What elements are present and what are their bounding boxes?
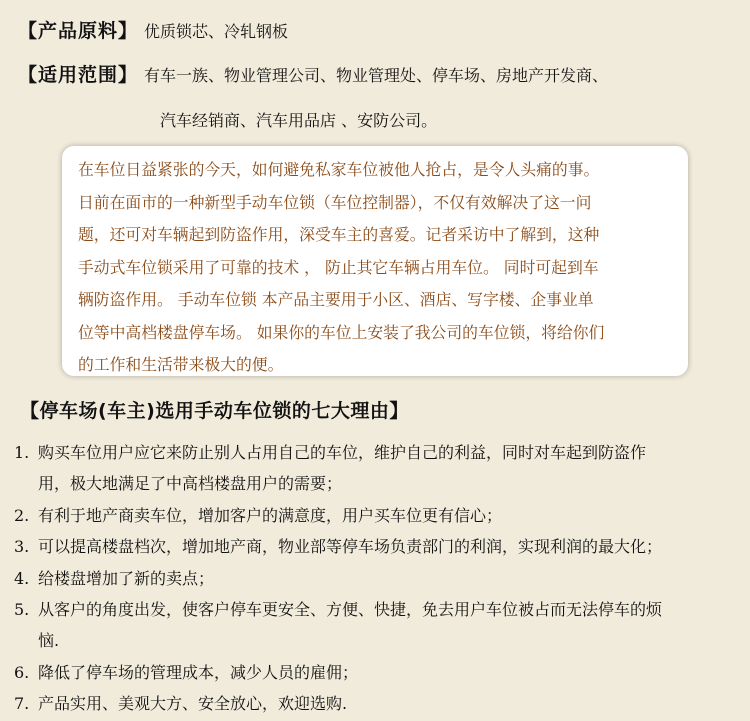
list-item: [14, 688, 744, 719]
list-item-number: 3.: [14, 537, 30, 557]
list-item-text: 降低了停车场的管理成本，减少人员的雇佣；: [38, 662, 359, 682]
list-item-number: 1.: [14, 443, 30, 462]
list-item-text: 恼.: [38, 631, 60, 651]
material-label: 【产品原料】: [18, 20, 139, 42]
list-item-number: 4.: [14, 568, 30, 588]
list-item: [14, 531, 744, 562]
material-row: [18, 16, 288, 43]
list-item: [14, 657, 744, 688]
list-item-number: 2.: [14, 505, 30, 525]
list-item-text: 给楼盘增加了新的卖点；: [38, 568, 215, 588]
list-item: [14, 500, 744, 531]
intro-line: 手动式车位锁采用了可靠的技术 ， 防止其它车辆占用车位。 同时可起到车: [78, 257, 599, 277]
intro-line: 在车位日益紧张的今天，如何避免私家车位被他人抢占，是令人头痛的事。: [78, 160, 600, 179]
scope-line-2: 汽车经销商、汽车用品店 、安防公司。: [160, 111, 438, 130]
intro-line: 日前在面市的一种新型手动车位锁（车位控制器），不仅有效解决了这一问: [78, 192, 592, 212]
list-item-text: 有利于地产商卖车位，增加客户的满意度，用户买车位更有信心；: [38, 505, 503, 525]
list-item: [14, 594, 744, 657]
reasons-title: 【停车场(车主)选用手动车位锁的七大理由】: [20, 400, 409, 422]
intro-line: 辆防盗作用。 手动车位锁 本产品主要用于小区、酒店、写字楼、企事业单: [78, 290, 594, 309]
list-item-number: 5.: [14, 600, 30, 620]
list-item-text: 购买车位用户应它来防止别人占用自己的车位，维护自己的利益，同时对车起到防盗作: [38, 443, 647, 462]
scope-line-1: 有车一族、物业管理公司、物业管理处、停车场、房地产开发商、: [144, 66, 609, 85]
intro-line: 题，还可对车辆起到防盗作用，深受车主的喜爱。记者采访中了解到，这种: [78, 225, 600, 244]
list-item-text: 产品实用、美观大方、安全放心，欢迎选购.: [38, 694, 348, 714]
list-item-text: 可以提高楼盘档次，增加地产商，物业部等停车场负责部门的利润，实现利润的最大化；: [38, 537, 663, 557]
scope-label: 【适用范围】: [18, 64, 139, 86]
intro-paragraph: [78, 154, 678, 382]
list-item: [14, 563, 744, 594]
intro-line: 位等中高档楼盘停车场。 如果你的车位上安装了我公司的车位锁，将给你们: [78, 322, 605, 342]
list-item-text: 用，极大地满足了中高档楼盘用户的需要；: [38, 474, 343, 494]
intro-box: [62, 146, 688, 376]
reasons-list: [14, 437, 744, 720]
list-item-number: 7.: [14, 694, 30, 714]
material-value: 优质锁芯、冷轧钢板: [144, 22, 289, 41]
intro-line: 的工作和生活带来极大的便。: [78, 355, 284, 374]
scope-row: [18, 60, 608, 87]
list-item: [14, 437, 744, 500]
list-item-number: 6.: [14, 662, 30, 682]
list-item-text: 从客户的角度出发，使客户停车更安全、方便、快捷，免去用户车位被占而无法停车的烦: [38, 600, 663, 620]
